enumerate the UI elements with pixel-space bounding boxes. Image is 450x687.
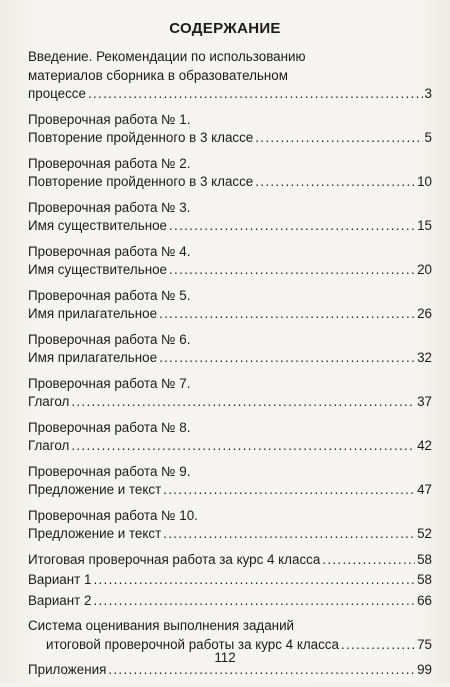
toc-page-number: 3 [424,86,432,101]
toc-entry-leader [28,592,432,611]
toc-entry-title: Имя существительное [28,262,167,277]
toc-entry-leader [28,481,432,500]
toc-entry-title: Имя прилагательное [28,306,158,321]
toc-entry-line: Проверочная работа № 4. [28,243,191,259]
toc-page-number: 75 [417,636,432,652]
toc-entry [28,419,432,456]
toc-entry-leader [28,349,432,368]
toc-entry-title: Имя прилагательное [28,350,158,365]
toc-entry [28,592,432,611]
toc-entry-title: Глагол [28,394,70,409]
toc-entry-leader [28,393,432,412]
page-title: СОДЕРЖАНИЕ [169,20,281,37]
dot-leader [71,393,415,412]
toc-entry [28,617,432,654]
toc-entry-title: Вариант 1 [28,572,92,587]
toc-entry-title: процессе [28,86,86,101]
toc-entry [28,551,432,570]
toc-entry-leader [28,173,432,192]
dot-leader [93,592,415,611]
toc-entry-title: Предложение и текст [28,482,162,497]
toc-entry-line: Проверочная работа № 2. [28,155,191,171]
toc-page-number: 10 [417,174,432,189]
toc-entry [28,243,432,280]
toc-page-number: 26 [417,306,432,321]
toc-entry-title: Повторение пройденного в 3 классе [28,174,254,189]
toc-entry-leader [28,217,432,236]
table-of-contents [28,48,432,687]
toc-entry-leader [28,525,432,544]
toc-entry-line: материалов сборника в образовательном [28,67,288,83]
toc-entry-leader [28,551,432,570]
toc-entry-line: Система оценивания выполнения заданий [28,618,295,633]
toc-entry [28,375,432,412]
toc-entry [28,48,432,104]
page-number: 112 [214,650,236,665]
toc-entry-leader [28,305,432,324]
toc-entry-title: Повторение пройденного в 3 классе [28,130,254,145]
toc-entry [28,571,432,590]
toc-entry-title: Приложения [28,662,107,677]
toc-page-number: 37 [417,394,432,409]
toc-entry-leader [28,571,432,590]
toc-entry-line: Проверочная работа № 9. [28,463,191,479]
toc-entry [28,111,432,148]
toc-entry-line: Проверочная работа № 1. [28,111,191,127]
dot-leader [88,85,423,104]
dot-leader [255,173,415,192]
toc-entry [28,331,432,368]
toc-entry-title: Предложение и текст [28,526,162,541]
dot-leader [159,305,415,324]
toc-entry [28,199,432,236]
toc-entry-line: Проверочная работа № 10. [28,507,198,523]
dot-leader [169,261,415,280]
toc-entry-title: Вариант 2 [28,592,92,608]
toc-entry-title: Глагол [28,438,70,453]
toc-entry-line: Проверочная работа № 7. [28,375,191,391]
dot-leader [163,525,415,544]
toc-page-number: 20 [417,262,432,277]
toc-entry [28,507,432,544]
toc-entry-line: Проверочная работа № 8. [28,419,191,435]
toc-entry-title: итоговой проверочной работы за курс 4 класса [46,636,339,652]
toc-entry-title: Имя существительное [28,218,167,233]
toc-entry [28,287,432,324]
dot-leader [322,551,415,570]
toc-entry-leader [28,261,432,280]
toc-entry-leader [28,129,432,148]
toc-page-number: 32 [417,350,432,365]
toc-page-number: 47 [417,482,432,497]
toc-page-number: 58 [417,572,432,587]
toc-page-number: 15 [417,218,432,233]
dot-leader [255,129,422,148]
dot-leader [169,217,415,236]
toc-entry [28,155,432,192]
toc-page-number: 42 [417,438,432,453]
toc-page-number: 99 [417,662,432,677]
dot-leader [71,437,415,456]
toc-entry-title: Итоговая проверочная работа за курс 4 класса [28,551,321,567]
toc-entry-line: Проверочная работа № 6. [28,331,191,347]
toc-entry-leader [28,437,432,456]
toc-page-number: 52 [417,526,432,541]
toc-page-number: 5 [424,130,432,145]
dot-leader [163,481,415,500]
toc-entry-line: Проверочная работа № 3. [28,199,191,215]
toc-entry-leader [28,85,432,104]
toc-entry-line: Проверочная работа № 5. [28,287,191,303]
dot-leader [159,349,415,368]
toc-page-number: 58 [417,551,432,567]
toc-page-number: 66 [417,592,432,608]
toc-entry-line: Введение. Рекомендации по использованию [28,49,306,64]
dot-leader [93,571,415,590]
toc-entry [28,463,432,500]
